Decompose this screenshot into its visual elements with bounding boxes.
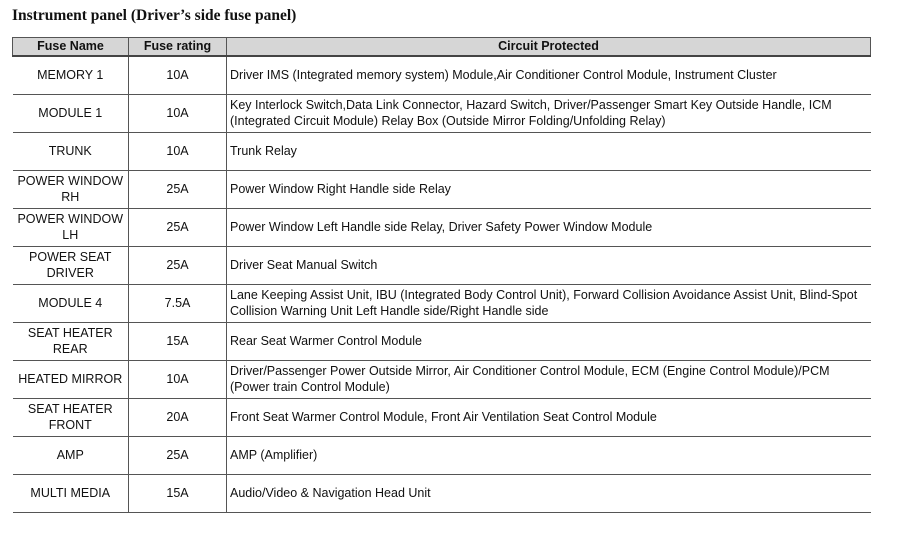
fuse-name-cell: POWER SEAT DRIVER [13,247,129,285]
circuit-cell: Rear Seat Warmer Control Module [227,323,871,361]
fuse-name-cell: MODULE 1 [13,95,129,133]
circuit-cell: Trunk Relay [227,133,871,171]
fuse-rating-cell: 25A [129,247,227,285]
fuse-name-cell: POWER WINDOW RH [13,171,129,209]
page-title: Instrument panel (Driver’s side fuse panel) [12,7,297,24]
table-row [13,285,871,323]
table-row [13,209,871,247]
fuse-rating-cell: 15A [129,475,227,513]
table-row [13,133,871,171]
circuit-cell: Driver/Passenger Power Outside Mirror, Air Conditioner Control Module, ECM (Engine Control Module)/PCM (Power train Control Module) [227,361,871,399]
header-circuit-protected: Circuit Protected [227,38,871,57]
fuse-name-cell: HEATED MIRROR [13,361,129,399]
circuit-cell: Driver IMS (Integrated memory system) Module,Air Conditioner Control Module, Instrument Cluster [227,56,871,95]
fuse-name-cell: TRUNK [13,133,129,171]
circuit-cell: Power Window Left Handle side Relay, Driver Safety Power Window Module [227,209,871,247]
fuse-name-cell: MULTI MEDIA [13,475,129,513]
circuit-cell: AMP (Amplifier) [227,437,871,475]
header-row [13,38,871,57]
circuit-cell: Audio/Video & Navigation Head Unit [227,475,871,513]
table-row [13,56,871,95]
fuse-rating-cell: 10A [129,361,227,399]
fuse-rating-cell: 10A [129,133,227,171]
table-row [13,361,871,399]
fuse-rating-cell: 10A [129,56,227,95]
circuit-cell: Driver Seat Manual Switch [227,247,871,285]
fuse-rating-cell: 10A [129,95,227,133]
fuse-rating-cell: 20A [129,399,227,437]
fuse-rating-cell: 25A [129,437,227,475]
fuse-name-cell: MEMORY 1 [13,56,129,95]
table-row [13,399,871,437]
table-row [13,95,871,133]
circuit-cell: Power Window Right Handle side Relay [227,171,871,209]
fuse-rating-cell: 25A [129,209,227,247]
header-fuse-name: Fuse Name [13,38,129,57]
header-fuse-rating: Fuse rating [129,38,227,57]
fuse-name-cell: AMP [13,437,129,475]
circuit-cell: Key Interlock Switch,Data Link Connector, Hazard Switch, Driver/Passenger Smart Key Outside Handle, ICM (Integrated Circuit Module) Relay Box (Outside Mirror Folding/Unfolding Relay) [227,95,871,133]
fuse-name-cell: SEAT HEATER REAR [13,323,129,361]
fuse-name-cell: POWER WINDOW LH [13,209,129,247]
table-row [13,171,871,209]
fuse-rating-cell: 7.5A [129,285,227,323]
circuit-cell: Front Seat Warmer Control Module, Front Air Ventilation Seat Control Module [227,399,871,437]
fuse-rating-cell: 15A [129,323,227,361]
table-row [13,247,871,285]
fuse-rating-cell: 25A [129,171,227,209]
table-row [13,475,871,513]
fuse-table [12,37,871,513]
fuse-name-cell: MODULE 4 [13,285,129,323]
table-row [13,323,871,361]
table-row [13,437,871,475]
fuse-name-cell: SEAT HEATER FRONT [13,399,129,437]
circuit-cell: Lane Keeping Assist Unit, IBU (Integrated Body Control Unit), Forward Collision Avoidance Assist Unit, Blind-Spot Collision Warning Unit Left Handle side/Right Handle side [227,285,871,323]
